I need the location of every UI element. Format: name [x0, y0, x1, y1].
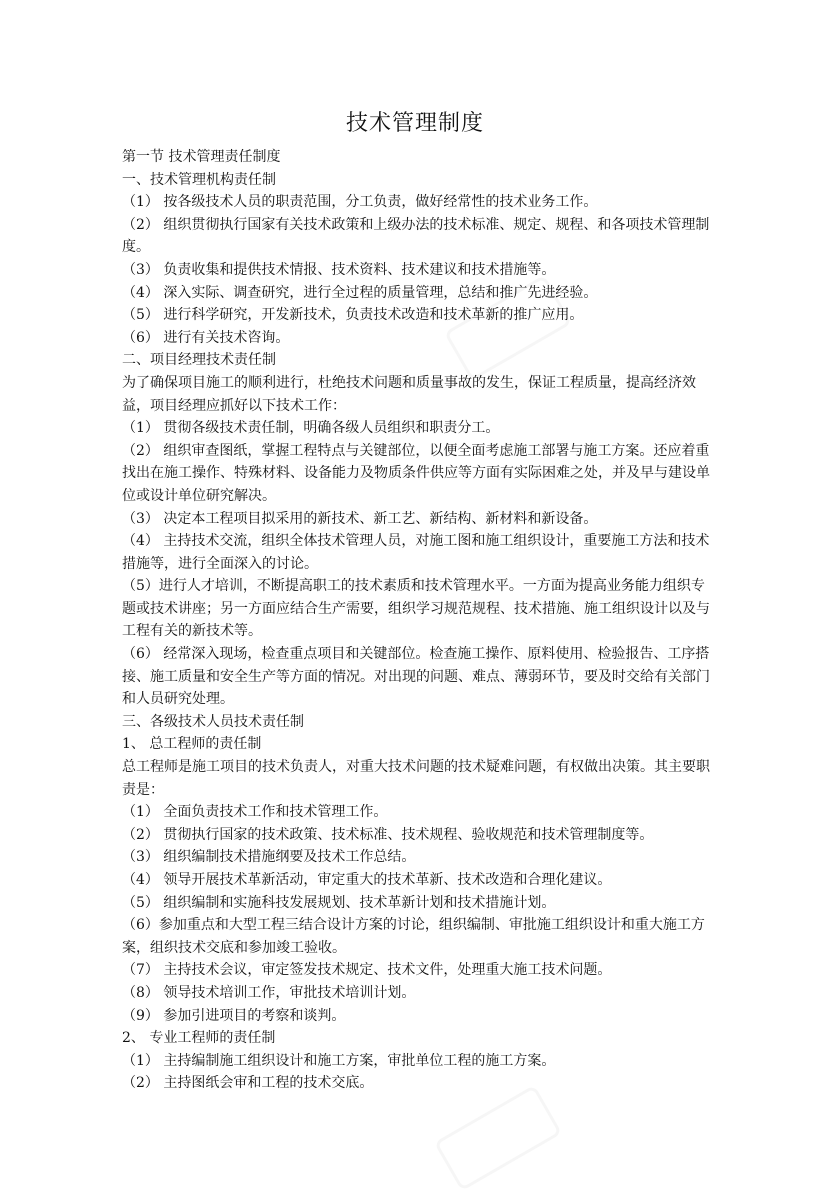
list-item: （1） 贯彻各级技术责任制，明确各级人员组织和职责分工。 — [122, 420, 500, 437]
item-heading: 1、 总工程师的责任制 — [122, 736, 262, 753]
watermark — [434, 1085, 562, 1191]
list-item: （1） 按各级技术人员的职责范围，分工负责，做好经常性的技术业务工作。 — [122, 194, 598, 211]
list-item: （2） 主持图纸会审和工程的技术交底。 — [122, 1075, 374, 1092]
list-item: （5） 组织编制和实施科技发展规划、技术革新计划和技术措施计划。 — [122, 894, 556, 911]
list-item: （3） 负责收集和提供技术情报、技术资料、技术建议和技术措施等。 — [122, 261, 556, 278]
paragraph: 为了确保项目施工的顺利进行，杜绝技术问题和质量事故的发生，保证工程质量，提高经济效益，项目经理应抓好以下技术工作： — [122, 374, 696, 414]
list-item: （3） 决定本工程项目拟采用的新技术、新工艺、新结构、新材料和新设备。 — [122, 510, 598, 527]
list-item: （4） 深入实际、调查研究，进行全过程的质量管理，总结和推广先进经验。 — [122, 284, 598, 301]
list-item: （2） 贯彻执行国家的技术政策、技术标准、技术规程、验收规范和技术管理制度等。 — [122, 826, 654, 843]
subsection-heading: 三、各级技术人员技术责任制 — [122, 713, 304, 730]
list-item: （3） 组织编制技术措施纲要及技术工作总结。 — [122, 849, 416, 866]
list-item: （2） 组织贯彻执行国家有关技术政策和上级办法的技术标准、规定、规程、和各项技术管理制度。 — [122, 216, 710, 256]
subsection-heading: 一、技术管理机构责任制 — [122, 171, 276, 188]
paragraph: 总工程师是施工项目的技术负责人，对重大技术问题的技术疑难问题，有权做出决策。其主要职责是： — [122, 759, 710, 798]
section-heading: 第一节 技术管理责任制度 — [122, 149, 281, 165]
list-item: （1） 主持编制施工组织设计和施工方案，审批单位工程的施工方案。 — [122, 1052, 556, 1069]
list-item: （5）进行人才培训，不断提高职工的技术素质和技术管理水平。一方面为提高业务能力组织专题或技术讲座；另一方面应结合生产需要，组织学习规范规程、技术措施、施工组织设计以及与工程有关的新技术等。 — [122, 578, 710, 640]
list-item: （2） 组织审查图纸，掌握工程特点与关键部位，以便全面考虑施工部署与施工方案。还应着重找出在施工操作、特殊材料、设备能力及物质条件供应等方面有实际困难之处，并及早与建设单位或设计单位研究解决。 — [122, 442, 710, 504]
list-item: （4） 领导开展技术革新活动，审定重大的技术革新、技术改造和合理化建议。 — [122, 872, 612, 888]
document-title: 技术管理制度 — [345, 111, 484, 136]
list-item: （6） 经常深入现场，检查重点项目和关键部位。检查施工操作、原料使用、检验报告、工序搭接、施工质量和安全生产等方面的情况。对出现的问题、难点、薄弱环节，要及时交给有关部门和人员研究处理。 — [122, 646, 710, 708]
list-item: （8） 领导技术培训工作，审批技术培训计划。 — [122, 984, 416, 1001]
list-item: （1） 全面负责技术工作和技术管理工作。 — [122, 804, 388, 821]
list-item: （5） 进行科学研究，开发新技术，负责技术改造和技术革新的推广应用。 — [122, 307, 584, 324]
document-body — [122, 146, 712, 1095]
subsection-heading: 二、项目经理技术责任制 — [122, 352, 276, 369]
list-item: （6） 进行有关技术咨询。 — [122, 329, 290, 346]
list-item: （6）参加重点和大型工程三结合设计方案的讨论，组织编制、审批施工组织设计和重大施工方案，组织技术交底和参加竣工验收。 — [122, 917, 705, 956]
list-item: （7） 主持技术会议，审定签发技术规定、技术文件，处理重大施工技术问题。 — [122, 962, 612, 979]
list-item: （9） 参加引进项目的考察和谈判。 — [122, 1007, 346, 1024]
item-heading: 2、 专业工程师的责任制 — [122, 1030, 276, 1047]
list-item: （4） 主持技术交流，组织全体技术管理人员，对施工图和施工组织设计，重要施工方法和技术措施等，进行全面深入的讨论。 — [122, 533, 710, 572]
